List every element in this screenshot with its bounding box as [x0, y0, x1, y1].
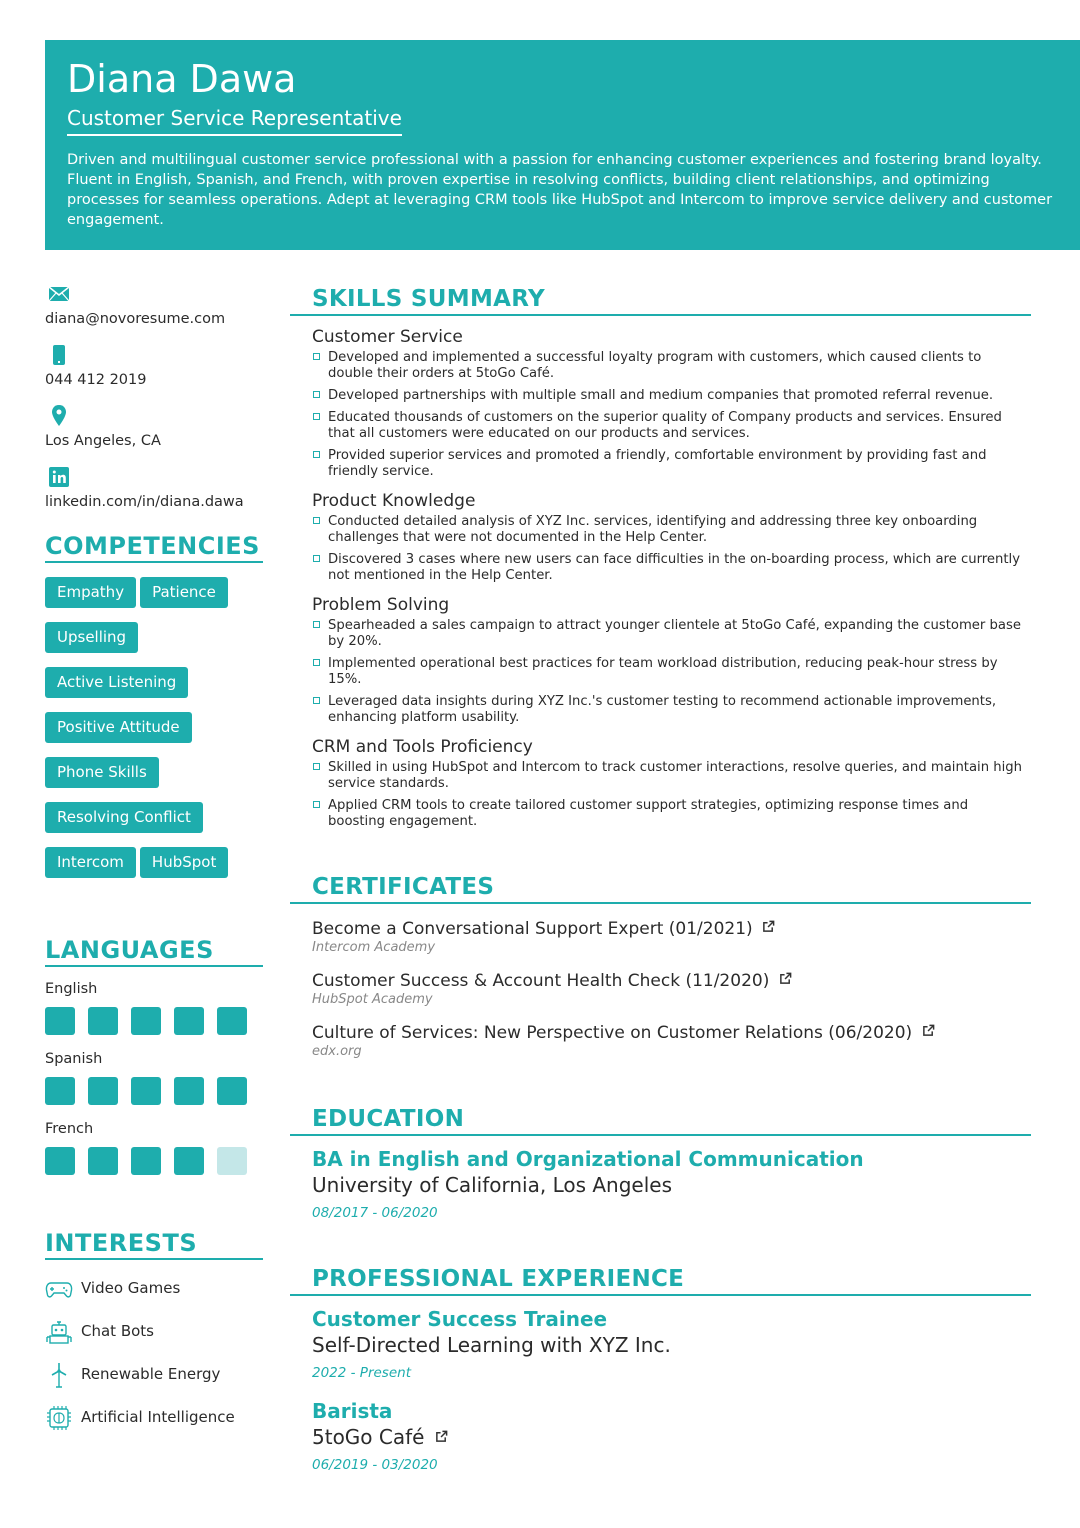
language-level — [45, 1147, 263, 1177]
level-dot-filled — [217, 1077, 247, 1105]
certificate-item[interactable] — [312, 1022, 1031, 1044]
skill-bullet: Spearheaded a sales campaign to attract younger clientele at 5toGo Café, expanding the customer base by 20%. — [312, 618, 1031, 650]
external-link-icon[interactable] — [779, 972, 792, 985]
skill-bullet: Developed partnerships with multiple small and medium companies that promoted referral revenue. — [312, 388, 1031, 404]
level-dot-filled — [174, 1147, 204, 1175]
competency-tag: Positive Attitude — [45, 712, 192, 743]
level-dot-filled — [88, 1147, 118, 1175]
level-dot-filled — [131, 1007, 161, 1035]
interest-item — [45, 1362, 263, 1405]
skill-bullet: Implemented operational best practices for team workload distribution, reducing peak-hour stress by 15%. — [312, 656, 1031, 688]
phone-text[interactable]: 044 412 2019 — [45, 372, 147, 388]
robot-icon — [45, 1319, 73, 1345]
resume-header — [45, 40, 1080, 250]
certificate-issuer: edx.org — [312, 1044, 362, 1059]
skill-bullet: Leveraged data insights during XYZ Inc.'s customer testing to recommend actionable improvements, enhancing platform usability. — [312, 694, 1031, 726]
candidate-role: Customer Service Representative — [67, 104, 402, 136]
level-dot-filled — [88, 1007, 118, 1035]
certificate-issuer: Intercom Academy — [312, 940, 436, 955]
skill-bullet: Skilled in using HubSpot and Intercom to track customer interactions, resolve queries, and maintain high service standards. — [312, 760, 1031, 792]
level-dot-filled — [45, 1077, 75, 1105]
interest-item — [45, 1276, 263, 1319]
competency-tag: Active Listening — [45, 667, 188, 698]
level-dot-filled — [131, 1077, 161, 1105]
competency-tag: HubSpot — [140, 847, 228, 878]
skill-bullets — [312, 514, 1031, 584]
certificates-section — [290, 918, 1031, 1060]
job-dates: 06/2019 - 03/2020 — [312, 1457, 438, 1473]
education-dates: 08/2017 - 06/2020 — [312, 1205, 438, 1221]
level-dot-filled — [45, 1147, 75, 1175]
contact-phone — [45, 341, 263, 402]
sidebar — [45, 280, 263, 1448]
level-dot-filled — [45, 1007, 75, 1035]
competency-tag: Intercom — [45, 847, 136, 878]
language-name: Spanish — [45, 1051, 103, 1067]
candidate-name: Diana Dawa — [67, 57, 297, 101]
skill-bullets — [312, 350, 1031, 480]
envelope-icon — [47, 282, 71, 306]
job-dates: 2022 - Present — [312, 1365, 411, 1381]
skill-bullet: Educated thousands of customers on the superior quality of Company products and services. Ensured that all customers were educated on our products and services. — [312, 410, 1031, 442]
external-link-icon[interactable] — [762, 920, 775, 933]
certificates-heading: CERTIFICATES — [290, 872, 1031, 904]
company-name: Self-Directed Learning with XYZ Inc. — [312, 1333, 671, 1357]
competency-tag: Resolving Conflict — [45, 802, 203, 833]
competencies-heading: COMPETENCIES — [45, 532, 263, 563]
experience-section — [290, 1306, 1031, 1474]
certificate-title: Customer Success & Account Health Check (11/2020) — [312, 971, 770, 991]
certificate-title: Culture of Services: New Perspective on Customer Relations (06/2020) — [312, 1023, 913, 1043]
interest-label: Artificial Intelligence — [81, 1408, 235, 1426]
skill-group-title: Problem Solving — [312, 595, 450, 615]
job-title: Barista — [312, 1399, 393, 1423]
interests-heading: INTERESTS — [45, 1229, 263, 1260]
level-dot-filled — [174, 1007, 204, 1035]
email-text[interactable]: diana@novoresume.com — [45, 311, 226, 327]
level-dot-empty — [217, 1147, 247, 1175]
skills-heading: SKILLS SUMMARY — [290, 284, 1031, 316]
professional-summary: Driven and multilingual customer service professional with a passion for enhancing customer experiences and fostering brand loyalty. Fluent in English, Spanish, and French, with proven expertise in resolving conflicts, building client relationships, and optimizing processes for seamless operations. Adept at leveraging CRM tools like HubSpot and Intercom to improve service delivery and customer engagement. — [67, 152, 1053, 228]
level-dot-filled — [88, 1077, 118, 1105]
skill-group-title: CRM and Tools Proficiency — [312, 737, 533, 757]
linkedin-icon — [47, 465, 71, 489]
company-name: 5toGo Café — [312, 1425, 425, 1449]
chip-icon — [45, 1405, 73, 1431]
skill-bullet: Provided superior services and promoted a friendly, comfortable environment by providing fast and friendly service. — [312, 448, 1031, 480]
interest-label: Video Games — [81, 1279, 181, 1297]
job-title: Customer Success Trainee — [312, 1307, 608, 1331]
interest-label: Chat Bots — [81, 1322, 154, 1340]
languages-heading: LANGUAGES — [45, 936, 263, 967]
level-dot-filled — [131, 1147, 161, 1175]
degree-title: BA in English and Organizational Communication — [312, 1147, 864, 1171]
contact-email — [45, 280, 263, 341]
company-item[interactable] — [312, 1424, 1031, 1450]
certificate-item[interactable] — [312, 918, 1031, 940]
skill-group-title: Product Knowledge — [312, 491, 476, 511]
interest-label: Renewable Energy — [81, 1365, 221, 1383]
external-link-icon[interactable] — [922, 1024, 935, 1037]
level-dot-filled — [217, 1007, 247, 1035]
education-section — [290, 1146, 1031, 1222]
skill-bullet: Conducted detailed analysis of XYZ Inc. services, identifying and addressing three key onboarding challenges that were not documented in the Help Center. — [312, 514, 1031, 546]
skill-bullet: Discovered 3 cases where new users can face difficulties in the on-boarding process, which are currently not mentioned in the Help Center. — [312, 552, 1031, 584]
location-pin-icon — [47, 404, 71, 428]
language-name: English — [45, 981, 98, 997]
competencies-tags — [45, 577, 263, 892]
language-list — [45, 979, 263, 1177]
skill-bullets — [312, 760, 1031, 830]
skills-section — [290, 326, 1031, 830]
interest-item — [45, 1319, 263, 1362]
external-link-icon[interactable] — [435, 1430, 448, 1443]
certificate-title: Become a Conversational Support Expert (01/2021) — [312, 919, 753, 939]
location-text: Los Angeles, CA — [45, 433, 161, 449]
interest-list — [45, 1276, 263, 1448]
education-heading: EDUCATION — [290, 1104, 1031, 1136]
contact-location — [45, 402, 263, 463]
competency-tag: Empathy — [45, 577, 136, 608]
gamepad-icon — [45, 1276, 73, 1302]
language-level — [45, 1077, 263, 1107]
skill-bullet: Developed and implemented a successful loyalty program with customers, which caused clients to double their orders at 5toGo Café. — [312, 350, 1031, 382]
experience-heading: PROFESSIONAL EXPERIENCE — [290, 1264, 1031, 1296]
phone-icon — [47, 343, 71, 367]
wind-turbine-icon — [45, 1362, 73, 1388]
language-name: French — [45, 1121, 94, 1137]
linkedin-text[interactable]: linkedin.com/in/diana.dawa — [45, 494, 244, 510]
institution-name: University of California, Los Angeles — [312, 1173, 673, 1197]
main-content — [290, 284, 1031, 1474]
skill-group-title: Customer Service — [312, 327, 463, 347]
competency-tag: Upselling — [45, 622, 138, 653]
skill-bullets — [312, 618, 1031, 726]
interest-item — [45, 1405, 263, 1448]
certificate-item[interactable] — [312, 970, 1031, 992]
competency-tag: Phone Skills — [45, 757, 159, 788]
competency-tag: Patience — [140, 577, 228, 608]
skill-bullet: Applied CRM tools to create tailored customer support strategies, optimizing response times and boosting engagement. — [312, 798, 1031, 830]
language-level — [45, 1007, 263, 1037]
contact-linkedin — [45, 463, 263, 524]
certificate-issuer: HubSpot Academy — [312, 992, 433, 1007]
level-dot-filled — [174, 1077, 204, 1105]
